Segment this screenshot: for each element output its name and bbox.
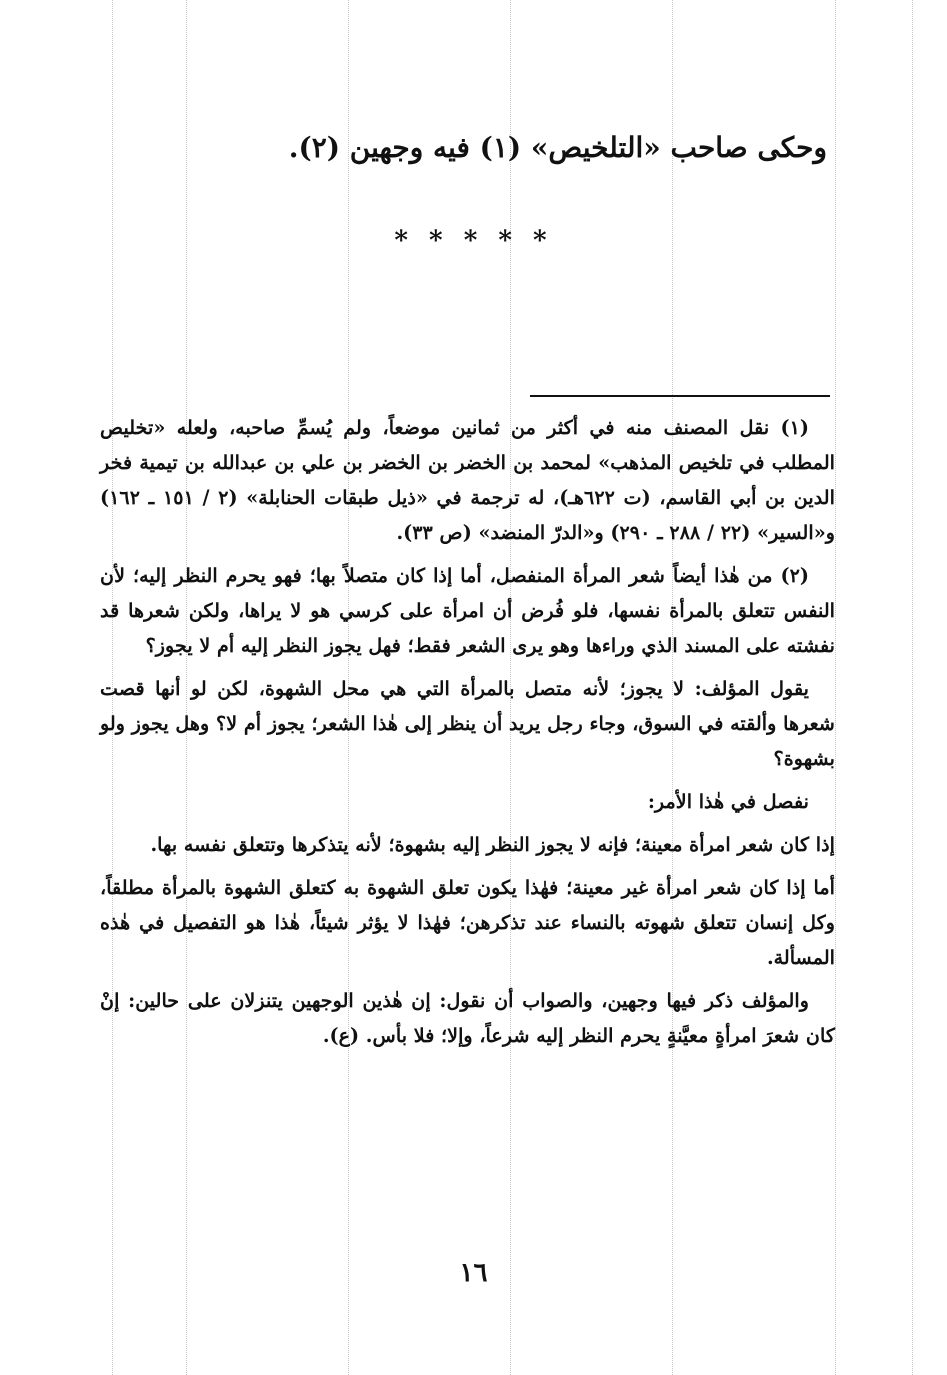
footnote-paragraph: نفصل في هٰذا الأمر:: [647, 790, 809, 813]
footnote-2: (٢) من هٰذا أيضاً شعر المرأة المنفصل، أما إذا كان متصلاً بها؛ فهو يحرم النظر إليه؛ لأن النفس تتعلق بالمرأة نفسها، فلو فُرض أن امرأة على كرسي هو لا يراها، ولكن شعرها قد نفشته على المسند الذي وراءها وهو يرى الشعر فقط؛ فهل يجوز النظر إليه أم لا يجوز؟: [100, 564, 835, 657]
dotted-guide-line: [835, 0, 836, 1375]
footnote-rule: [530, 395, 830, 397]
footnote-paragraph: أما إذا كان شعر امرأة غير معينة؛ فهٰذا يكون تعلق الشهوة به كتعلق الشهوة بالمرأة مطلقاً، وكل إنسان تتعلق شهوته بالنساء عند تذكرهن؛ فهٰذا لا يؤثر شيئاً، هٰذا هو التفصيل في هٰذه المسألة.: [100, 876, 835, 969]
footnote-1: (١) نقل المصنف منه في أكثر من ثمانين موضعاً، ولم يُسمِّ صاحبه، ولعله «تخليص المطلب في تلخيص المذهب» لمحمد بن الخضر بن الخضر بن علي بن عبدالله بن تيمية فخر الدين بن أبي القاسم، (ت ٦٢٢هـ)، له ترجمة في «ذيل طبقات الحنابلة» (٢ / ١٥١ ـ ١٦٢) و«السير» (٢٢ / ٢٨٨ ـ ٢٩٠) و«الدرّ المنضد» (ص ٣٣).: [100, 416, 835, 544]
footnote-paragraph: والمؤلف ذكر فيها وجهين، والصواب أن نقول: إن هٰذين الوجهين يتنزلان على حالين: إنْ كان شعرَ امرأةٍ معيَّنةٍ يحرم النظر إليه شرعاً، وإلا؛ فلا بأس. (ع).: [100, 989, 835, 1047]
dotted-guide-line: [912, 0, 913, 1375]
page-number: ١٦: [459, 1258, 488, 1288]
footnote-paragraph: يقول المؤلف: لا يجوز؛ لأنه متصل بالمرأة التي هي محل الشهوة، لكن لو أنها قصت شعرها وألقته في السوق، وجاء رجل يريد أن ينظر إلى هٰذا الشعر؛ يجوز أم لا؟ وهل يجوز ولو بشهوة؟: [100, 677, 835, 770]
section-separator: * * * * *: [394, 226, 553, 256]
footnotes-block: [100, 410, 835, 1061]
footnote-paragraph: إذا كان شعر امرأة معينة؛ فإنه لا يجوز النظر إليه بشهوة؛ لأنه يتذكرها وتتعلق نفسه بها.: [150, 833, 835, 856]
main-text-line: وحكى صاحب «التلخيص» (١) فيه وجهين (٢).: [288, 131, 827, 164]
